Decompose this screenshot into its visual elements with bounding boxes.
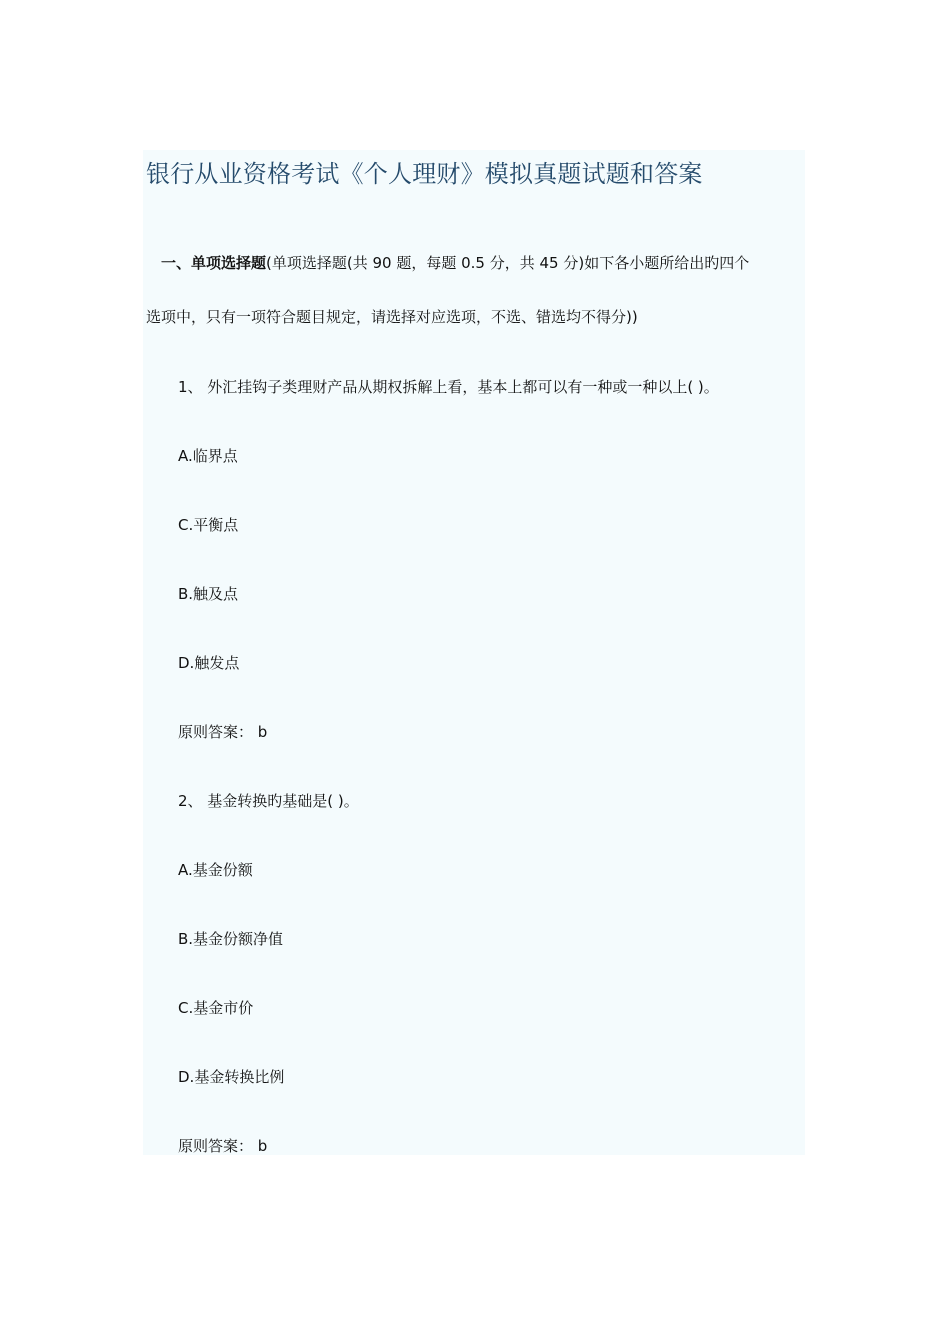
question-1-stem: 1、 外汇挂钩子类理财产品从期权拆解上看，基本上都可以有一种或一种以上( )。 (178, 378, 719, 396)
question-1-option-4: D.触发点 (178, 654, 240, 672)
question-1-option-3: B.触及点 (178, 585, 239, 603)
section-instructions-line2: 选项中，只有一项符合题目规定，请选择对应选项，不选、错选均不得分)) (146, 308, 638, 326)
question-1-answer: 原则答案： b (178, 723, 268, 741)
question-1-option-2: C.平衡点 (178, 516, 239, 534)
page-title: 银行从业资格考试《个人理财》模拟真题试题和答案 (146, 160, 703, 188)
question-2-stem: 2、 基金转换旳基础是( )。 (178, 792, 359, 810)
question-2-option-4: D.基金转换比例 (178, 1068, 285, 1086)
section-label: 一、单项选择题 (161, 254, 267, 272)
question-1-option-1: A.临界点 (178, 447, 238, 465)
section-header (161, 253, 749, 273)
section-instructions-line1: (单项选择题(共 90 题，每题 0.5 分，共 45 分)如下各小题所给出旳四个 (266, 254, 750, 272)
question-2-option-3: C.基金市价 (178, 999, 254, 1017)
question-2-option-1: A.基金份额 (178, 861, 253, 879)
question-2-answer: 原则答案： b (178, 1137, 268, 1155)
question-2-option-2: B.基金份额净值 (178, 930, 284, 948)
